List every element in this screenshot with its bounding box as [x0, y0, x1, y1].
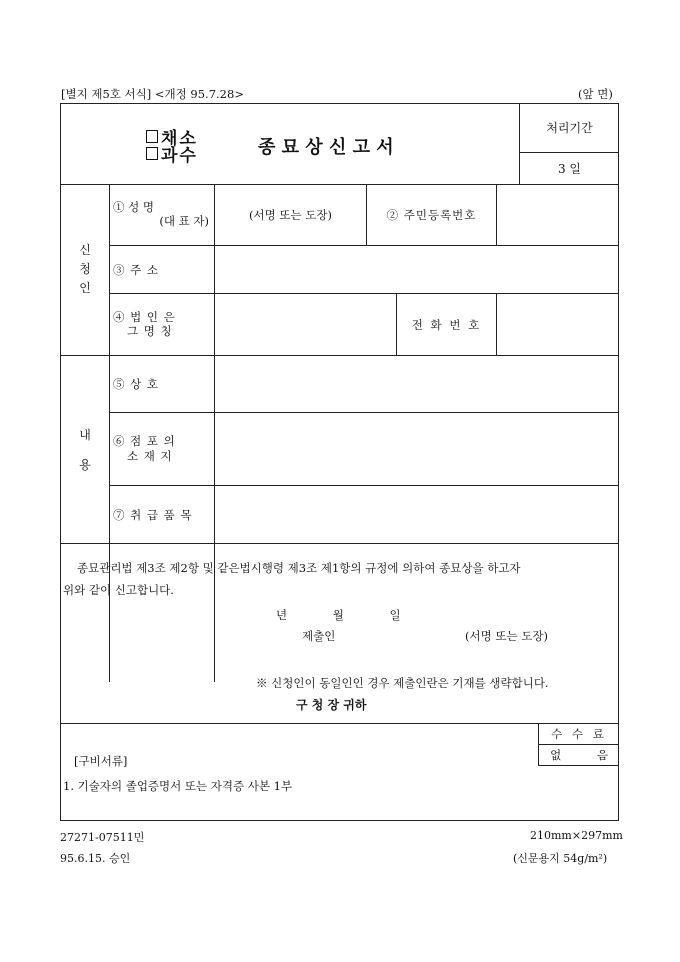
store-location-label-2: 소 재 지: [127, 449, 173, 463]
name-label: [113, 200, 209, 214]
store-location-field[interactable]: [215, 413, 618, 485]
document-item-1: 1. 기술자의 졸업증명서 또는 자격증 사본 1부: [63, 779, 293, 793]
items-label: ⑦ 취 급 품 목: [113, 508, 193, 522]
corp-name-field[interactable]: [215, 294, 396, 355]
submitter-sign-hint: (서명 또는 도장): [465, 629, 548, 643]
processing-period-value: 3 일: [557, 162, 582, 176]
name-sign-hint: (서명 또는 도장): [249, 208, 332, 222]
declaration-line-2: 위와 같이 신고합니다.: [63, 583, 174, 597]
fruit-checkbox[interactable]: [146, 147, 158, 160]
resident-id-label: ② 주민등록번호: [386, 208, 477, 222]
form-code: 27271-07511민: [60, 831, 145, 844]
address-field[interactable]: [215, 246, 618, 293]
address-label: ③ 주 소: [113, 263, 160, 277]
submit-date: 년 월 일: [276, 608, 401, 622]
declaration-line-1: 종묘관리법 제3조 제2항 및 같은법시행령 제3조 제1항의 규정에 의하여 종묘상을 하고자: [77, 561, 521, 575]
vegetable-checkbox[interactable]: [146, 130, 158, 143]
store-location-label-1: ⑥ 점 포 의: [113, 434, 176, 448]
phone-label: 전 화 번 호: [411, 317, 482, 332]
form-id: [별지 제5호 서식] <개정 95.7.28>: [61, 87, 244, 101]
declaration-note: ※ 신청인이 동일인인 경우 제출인란은 기재를 생략합니다.: [256, 676, 549, 690]
processing-period-label: 처리기간: [546, 121, 593, 135]
name-label-1: ① 성 명: [113, 200, 155, 214]
applicant-section-label: 신청인: [79, 243, 91, 295]
rep-label: (대 표 자): [159, 214, 209, 228]
paper-size: 210mm×297mm: [530, 829, 623, 842]
fee-value: 없 음: [550, 748, 608, 762]
page-side: (앞 면): [578, 87, 613, 101]
trade-name-field[interactable]: [215, 356, 618, 412]
trade-name-label: ⑤ 상 호: [113, 377, 160, 391]
documents-heading: [구비서류]: [74, 754, 128, 768]
paper-spec: (신문용지 54g/m²): [513, 852, 608, 865]
submitter-label: 제출인: [302, 629, 336, 643]
fee-label: 수 수 료: [551, 727, 607, 741]
option-fruit: 과수: [161, 146, 198, 166]
option-vegetable: 채소: [161, 129, 198, 149]
option-group: [146, 128, 198, 166]
content-section-label: 내용: [79, 427, 91, 472]
items-field[interactable]: [215, 486, 618, 543]
recipient: 구 청 장 귀하: [296, 698, 367, 712]
resident-id-field[interactable]: [497, 185, 618, 245]
phone-field[interactable]: [497, 294, 618, 355]
form-title: 종 묘 상 신 고 서: [258, 137, 394, 158]
corp-label-1: ④ 법 인 은: [113, 310, 176, 324]
corp-label-2: 그 명 칭: [127, 324, 173, 338]
approval-date: 95.6.15. 승인: [60, 852, 131, 865]
